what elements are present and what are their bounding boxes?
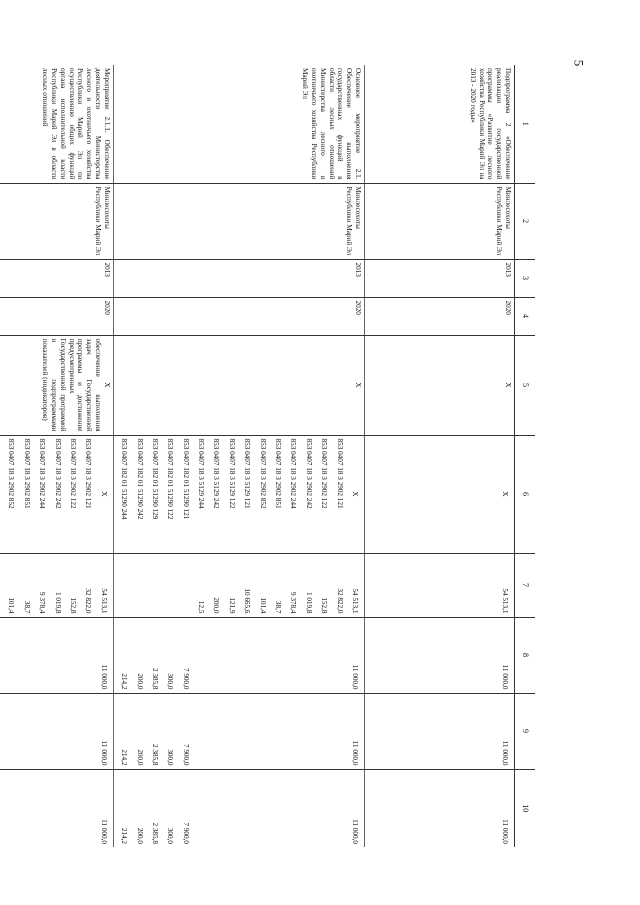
row-2019-line (254, 697, 269, 766)
row-2019-line (331, 697, 346, 766)
row-2020-line: 11 000,0 (99, 819, 108, 844)
table-row (113, 65, 364, 847)
row-total-line: 9 378,4 (38, 591, 47, 614)
row-2020-line: 7 900,0 (181, 822, 190, 844)
row-2020 (113, 769, 364, 847)
row-total-line: 121,9 (227, 597, 236, 614)
col-header-10: 10 (515, 769, 536, 847)
row-2018-line (34, 621, 49, 690)
row-2018-line (65, 621, 80, 690)
row-2019 (0, 693, 113, 769)
row-2019-line (49, 697, 64, 766)
row-2019-line (316, 697, 331, 766)
row-2018-line (285, 621, 300, 690)
row-direction: Х (365, 335, 515, 435)
row-total (113, 553, 364, 617)
table-body (0, 65, 515, 847)
row-2019 (365, 693, 515, 769)
row-total-line: 54 513,1 (501, 588, 509, 614)
row-2019-line (3, 697, 18, 766)
row-2020-line: 214,2 (120, 827, 129, 844)
row-2018-line (18, 621, 33, 690)
row-2019-line (270, 697, 285, 766)
row-2020-line (80, 773, 95, 845)
row-total-line (131, 557, 146, 614)
col-header-2: 2 (515, 183, 536, 259)
row-name: Основное мероприятие 2.1. Обеспечение выполнения государственных функций в области лесных отношений Министерства лесного и охотничьего хозяйства Республики Марий Эл (113, 65, 364, 183)
col-header-6: 6 (515, 435, 536, 553)
row-2018-line: 7 900,0 (181, 667, 190, 690)
row-codes-line: 853 0407 18 3 2902 121 (84, 438, 93, 509)
row-total-line: 12,5 (197, 600, 206, 614)
row-codes-line: 853 0407 18 3 2902 122 (68, 438, 77, 509)
row-2020 (365, 769, 515, 847)
row-2020-line (34, 773, 49, 845)
row-2019-line (239, 697, 254, 766)
row-2018-line (193, 621, 208, 690)
row-total-line: 152,8 (320, 597, 329, 614)
row-start-year: 2013 (0, 259, 113, 297)
row-end-year: 2020 (365, 297, 515, 335)
page-number: 5 (571, 59, 587, 67)
row-2020-line: 11 000,0 (501, 819, 509, 844)
row-start-year: 2013 (113, 259, 364, 297)
row-codes-line: 853 0407 18 3 5129 244 (197, 438, 206, 509)
table-row (365, 65, 515, 847)
row-2020-line (300, 773, 315, 845)
row-2020-line (270, 773, 285, 845)
row-2018-line (254, 621, 269, 690)
row-total-line: 9 378,4 (289, 591, 298, 614)
row-codes-line: 853 0407 18 3 2902 851 (274, 438, 283, 509)
row-codes-line: 853 0407 18 3 2902 852 (7, 438, 16, 509)
row-total-line: 54 513,1 (351, 588, 359, 614)
row-codes-line: 853 0407 182 01 51290 129 (150, 438, 159, 520)
row-codes (365, 435, 515, 553)
row-2018 (365, 617, 515, 693)
col-header-1: 1 (515, 65, 536, 183)
row-2019-line: 11 000,0 (351, 740, 359, 766)
row-codes-line: 853 0407 182 01 51290 122 (166, 438, 175, 520)
row-codes-line: 853 0407 182 01 51290 121 (181, 438, 190, 520)
row-2020-line (18, 773, 33, 845)
row-2020-line: 11 000,0 (351, 819, 359, 844)
row-total-line: 1 019,8 (53, 591, 62, 614)
row-2019-line (34, 697, 49, 766)
row-2018-line: 2 385,8 (150, 667, 159, 690)
row-2019-line (193, 697, 208, 766)
row-total-line: 101,4 (7, 597, 16, 614)
row-codes-line: 853 0407 18 3 5129 122 (227, 438, 236, 509)
row-2019 (113, 693, 364, 769)
row-direction: Х (113, 335, 364, 435)
row-2020-line (3, 773, 18, 845)
row-2019-line: 300,0 (166, 749, 175, 766)
row-2020 (0, 769, 113, 847)
rotated-table-container (7, 65, 535, 847)
row-2019-line: 200,0 (135, 749, 144, 766)
row-2019-line (208, 697, 223, 766)
row-total-line: 32 822,0 (335, 588, 344, 614)
row-2019-line: 214,2 (120, 749, 129, 766)
col-header-7: 7 (515, 553, 536, 617)
row-total (0, 553, 113, 617)
row-2018-line: 300,0 (166, 673, 175, 690)
row-direction-text: обеспечение выполнения задач Государственной программы и достижение предусмотренных Государственной программой и подпрограммами показателей (индикаторов) (41, 338, 102, 432)
row-executor: Минлесохоты Республики Марий Эл (113, 183, 364, 259)
row-total-line (162, 557, 177, 614)
row-end-year: 2020 (0, 297, 113, 335)
row-total-line: 54 513,1 (99, 588, 108, 614)
row-2018-line (300, 621, 315, 690)
row-2020-line (285, 773, 300, 845)
header-row (515, 65, 536, 847)
row-2018-line: 11 000,0 (501, 664, 509, 690)
row-2020-line: 200,0 (135, 827, 144, 844)
row-2019-line (285, 697, 300, 766)
row-direction (0, 335, 113, 435)
row-codes (0, 435, 113, 553)
row-codes-line: 853 0407 18 3 2902 244 (289, 438, 298, 509)
row-total-line: 101,4 (258, 597, 267, 614)
row-codes-line: 853 0407 18 3 2902 122 (320, 438, 329, 509)
row-2018-line (80, 621, 95, 690)
col-header-5: 5 (515, 335, 536, 435)
row-codes-line: 853 0407 18 3 2902 852 (258, 438, 267, 509)
row-codes-line: 853 0407 18 3 5129 242 (212, 438, 221, 509)
row-2019-line (300, 697, 315, 766)
row-codes-line: 853 0407 18 3 2902 244 (38, 438, 47, 509)
col-header-8: 8 (515, 617, 536, 693)
row-total-line (116, 557, 131, 614)
row-2018-line (331, 621, 346, 690)
row-2019-line: 11 000,0 (501, 740, 509, 766)
program-table (0, 65, 535, 847)
row-codes-line: 853 0407 182 01 51290 244 (120, 438, 129, 520)
row-codes-line: 853 0407 18 3 2902 242 (53, 438, 62, 509)
row-2018-line (3, 621, 18, 690)
row-2020-line (316, 773, 331, 845)
col-header-3: 3 (515, 259, 536, 297)
row-2018-line: 214,2 (120, 673, 129, 690)
row-2020-line (331, 773, 346, 845)
row-2018 (113, 617, 364, 693)
row-executor: Минлесохоты Республики Марий Эл (0, 183, 113, 259)
row-codes (113, 435, 364, 553)
row-2019-line (80, 697, 95, 766)
row-total-line: 1 019,8 (304, 591, 313, 614)
row-2020-line (65, 773, 80, 845)
row-executor: Минлесохоты Республики Марий Эл (365, 183, 515, 259)
row-start-year: 2013 (365, 259, 515, 297)
row-total-line: 10 665,6 (243, 588, 252, 614)
row-2018-line: 200,0 (135, 673, 144, 690)
row-2018-line (223, 621, 238, 690)
row-direction-mark: Х (102, 382, 111, 388)
row-name: Подпрограмма 2 «Обеспечение реализации государственной программы «Развитие лесного хозяйства Республики Марий Эл на 2013 - 2020 годы» (468, 68, 512, 180)
row-codes-line: 853 0407 18 3 2902 121 (335, 438, 344, 509)
row-codes-line: Х (501, 491, 509, 497)
row-total-line: 38,7 (22, 600, 31, 614)
row-2020-line (223, 773, 238, 845)
row-total-line: 152,8 (68, 597, 77, 614)
row-2019-line (223, 697, 238, 766)
row-2020-line (193, 773, 208, 845)
row-2018-line: 11 000,0 (99, 664, 108, 690)
row-total (365, 553, 515, 617)
row-2018-line: 11 000,0 (351, 664, 359, 690)
row-2020-line (254, 773, 269, 845)
row-2019-line: 11 000,0 (99, 740, 108, 766)
table-row (0, 65, 113, 847)
row-codes-line: Х (99, 491, 108, 497)
row-2018-line (316, 621, 331, 690)
row-codes-line: 853 0407 182 01 51290 242 (135, 438, 144, 520)
row-codes-line: Х (351, 491, 359, 497)
row-2019-line (18, 697, 33, 766)
row-2020-line (208, 773, 223, 845)
row-codes-line: 853 0407 18 3 5129 121 (243, 438, 252, 509)
col-header-4: 4 (515, 297, 536, 335)
row-2020-line (49, 773, 64, 845)
row-2018-line (239, 621, 254, 690)
row-2020-line (239, 773, 254, 845)
row-codes-line: 853 0407 18 3 2902 242 (304, 438, 313, 509)
row-2018 (0, 617, 113, 693)
row-2018-line (208, 621, 223, 690)
col-header-9: 9 (515, 693, 536, 769)
row-total-line: 32 822,0 (84, 588, 93, 614)
row-total-line (147, 557, 162, 614)
row-name: Мероприятие 2.1.1. Обеспечение деятельности Министерства лесного и охотничьего хозяйства Республики Марий Эл по осуществлению общих функций органа исполнительной власти Республики Марий Эл в области лесных отношений (0, 65, 113, 183)
row-2019-line: 2 385,8 (150, 743, 159, 766)
row-total-line: 38,7 (274, 600, 283, 614)
row-2018-line (49, 621, 64, 690)
row-2020-line: 300,0 (166, 827, 175, 844)
row-total-line (177, 557, 192, 614)
row-2019-line (65, 697, 80, 766)
row-2018-line (270, 621, 285, 690)
row-end-year: 2020 (113, 297, 364, 335)
row-total-line: 200,0 (212, 597, 221, 614)
row-2020-line: 2 385,8 (150, 822, 159, 844)
row-2019-line: 7 900,0 (181, 743, 190, 766)
row-codes-line: 853 0407 18 3 2902 851 (22, 438, 31, 509)
